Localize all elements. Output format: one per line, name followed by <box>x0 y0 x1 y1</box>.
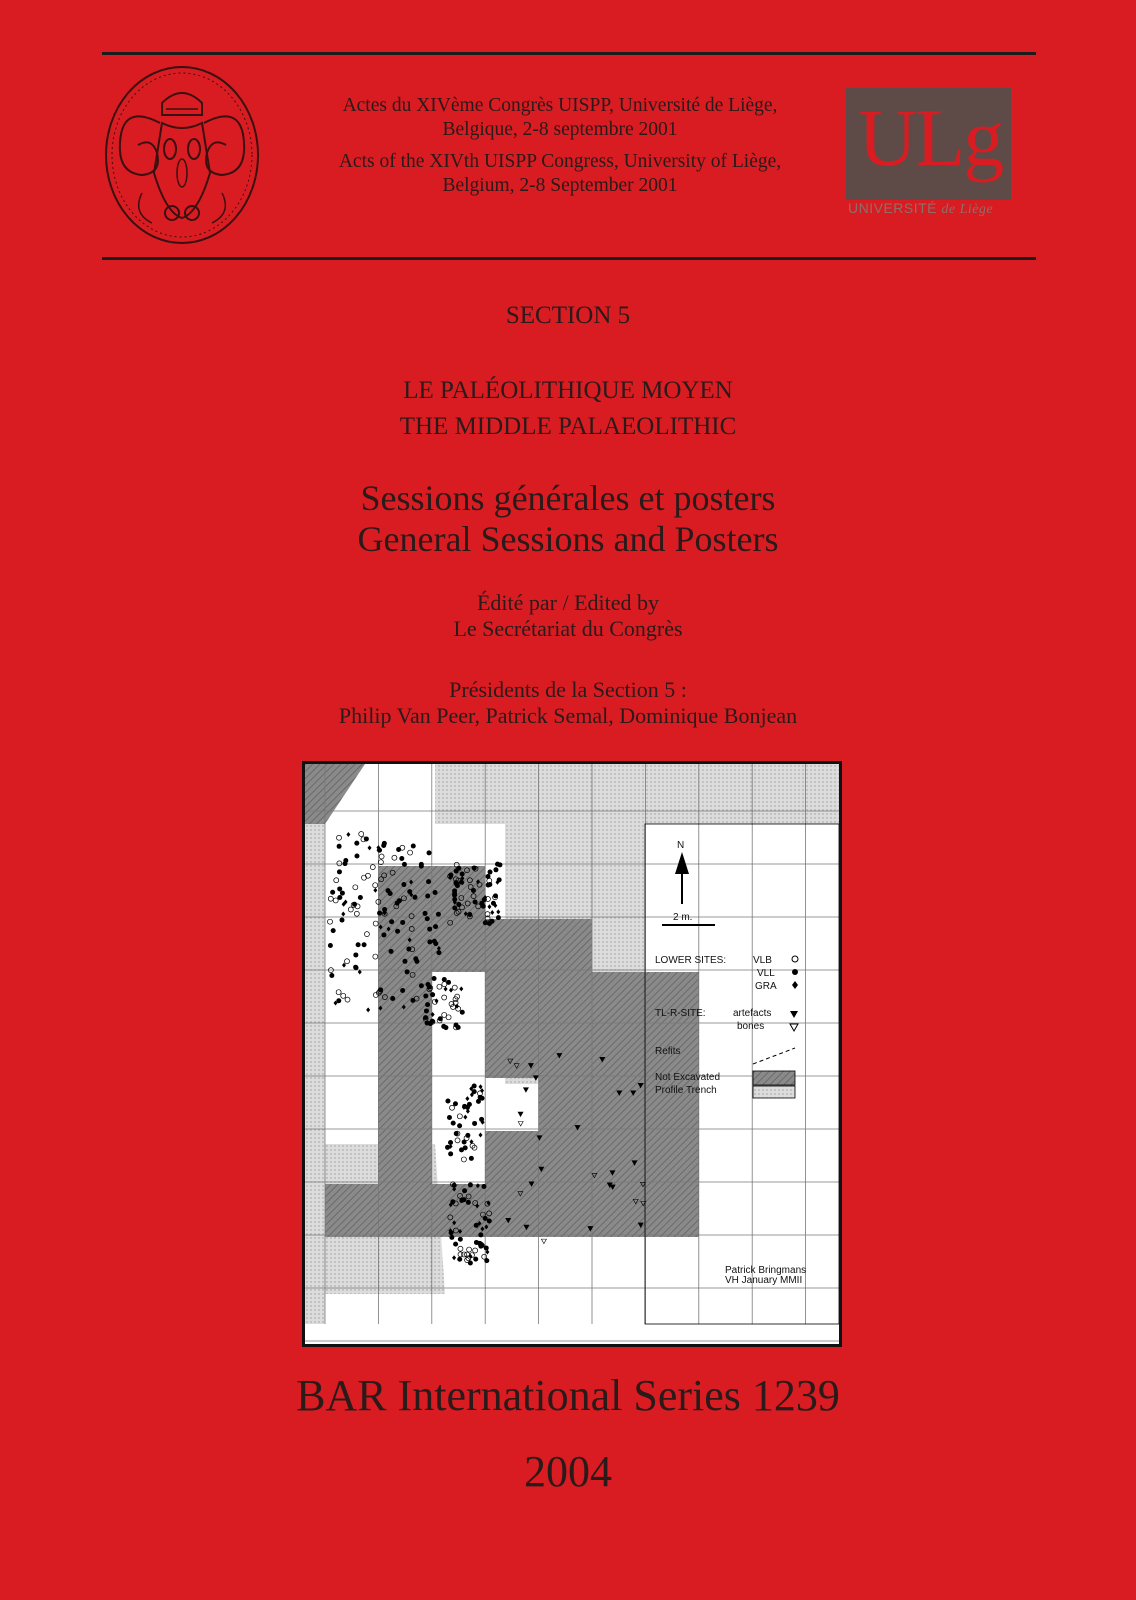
find-point-vll <box>445 1099 450 1104</box>
find-point-vll <box>497 877 502 882</box>
header-line-en-1: Acts of the XIVth UISPP Congress, University of Liège, <box>338 151 782 172</box>
period-fr: LE PALÉOLITHIQUE MOYEN <box>403 377 733 404</box>
not-excavated-cell <box>539 972 592 1025</box>
find-point-vll <box>397 898 402 903</box>
find-point-vll <box>358 895 363 900</box>
find-point-vll <box>330 890 335 895</box>
find-point-vll <box>459 1198 464 1203</box>
find-point-vll <box>425 1002 430 1007</box>
find-point-vll <box>432 939 437 944</box>
find-point-vll <box>424 1008 429 1013</box>
find-point-vll <box>389 919 394 924</box>
find-point-vll <box>401 882 406 887</box>
ulg-logo <box>836 86 1036 226</box>
not-excavated-cell <box>539 1184 592 1237</box>
not-excavated-cell <box>378 1025 431 1078</box>
find-point-vll <box>343 858 348 863</box>
legend-not-excavated: Not Excavated <box>655 1072 721 1083</box>
find-point-vll <box>449 1235 454 1240</box>
not-excavated-cell <box>592 1078 645 1131</box>
scale-label: 2 m. <box>673 912 693 923</box>
find-point-vll <box>462 1104 467 1109</box>
not-excavated-cell <box>485 1184 538 1237</box>
find-point-vll <box>459 1147 464 1152</box>
legend-vll-symbol <box>792 969 798 975</box>
find-point-vll <box>454 869 459 874</box>
find-point-vll <box>468 1182 473 1187</box>
edited-line-1: Édité par / Edited by <box>476 590 660 615</box>
find-point-vll <box>457 1123 462 1128</box>
find-point-vll <box>472 865 477 870</box>
find-point-vll <box>496 915 501 920</box>
find-point-vll <box>430 992 435 997</box>
credit-line-2: VH January MMII <box>725 1275 803 1286</box>
find-point-vll <box>472 1121 477 1126</box>
find-point-vll <box>468 1261 473 1266</box>
presidents-line-1: Présidents de la Section 5 : <box>449 677 687 702</box>
not-excavated-cell <box>645 1184 698 1237</box>
find-point-vll <box>495 862 500 867</box>
find-point-vll <box>411 844 416 849</box>
logo-subtitle <box>848 200 993 218</box>
find-point-vll <box>339 918 344 923</box>
not-excavated-cell <box>539 1025 592 1078</box>
find-point-vll <box>478 1244 483 1249</box>
find-point-vll <box>450 1199 455 1204</box>
find-point-vll <box>456 902 461 907</box>
not-excavated-cell <box>378 1131 431 1184</box>
find-point-vll <box>423 911 428 916</box>
not-excavated-cell <box>378 1184 431 1237</box>
find-point-vll <box>413 895 418 900</box>
edited-by <box>0 590 1136 642</box>
find-point-vll <box>381 843 386 848</box>
congress-header <box>290 94 830 206</box>
find-point-vll <box>479 901 484 906</box>
find-point-vll <box>467 1102 472 1107</box>
legend-bones: bones <box>737 1021 765 1032</box>
logo-sub-2: de Liège <box>941 202 994 217</box>
find-point-vll <box>377 911 382 916</box>
find-point-vll <box>362 942 367 947</box>
find-point-vll <box>337 895 342 900</box>
find-point-vll <box>423 993 428 998</box>
legend-artefacts: artefacts <box>733 1008 772 1019</box>
find-point-vll <box>436 950 441 955</box>
find-point-vll <box>490 919 495 924</box>
find-point-vll <box>472 1089 477 1094</box>
not-excavated-cell <box>592 1131 645 1184</box>
sessions-en: General Sessions and Posters <box>357 519 779 559</box>
find-point-vll <box>478 1232 483 1237</box>
find-point-vll <box>337 844 342 849</box>
find-point-vll <box>460 1010 465 1015</box>
find-point-vll <box>458 1237 463 1242</box>
find-point-vll <box>447 1115 452 1120</box>
find-point-vll <box>462 1188 467 1193</box>
not-excavated-cell <box>325 1184 378 1237</box>
legend-vll: VLL <box>757 968 775 979</box>
find-point-vll <box>423 1015 428 1020</box>
find-point-vll <box>406 947 411 952</box>
find-point-vll <box>419 864 424 869</box>
find-point-vll <box>486 883 491 888</box>
section-label: SECTION 5 <box>505 302 631 329</box>
find-point-vll <box>336 998 341 1003</box>
find-point-vll <box>331 928 336 933</box>
find-point-vll <box>462 1140 467 1145</box>
excavation-map <box>302 761 842 1347</box>
not-excavated-cell <box>592 1184 645 1237</box>
find-point-vll <box>356 942 361 947</box>
find-point-vll <box>451 1121 456 1126</box>
not-excavated-cell <box>539 919 592 972</box>
find-point-vll <box>457 1257 462 1262</box>
find-point-vll <box>433 924 438 929</box>
find-point-vll <box>460 871 465 876</box>
find-point-vll <box>396 847 401 852</box>
find-point-vll <box>432 976 437 981</box>
find-point-vll <box>381 932 386 937</box>
find-point-vll <box>390 996 395 1001</box>
not-excavated-cell <box>539 1131 592 1184</box>
find-point-vll <box>395 929 400 934</box>
find-point-vll <box>413 956 418 961</box>
find-point-vll <box>386 888 391 893</box>
legend-not-excavated-swatch <box>753 1071 795 1085</box>
find-point-vll <box>452 905 457 910</box>
not-excavated-cell <box>378 1078 431 1131</box>
find-point-vll <box>426 982 431 987</box>
find-point-vll <box>491 901 496 906</box>
find-point-vll <box>427 939 432 944</box>
presidents <box>0 677 1136 729</box>
find-point-vll <box>337 869 342 874</box>
find-point-vll <box>337 886 342 891</box>
find-point-vll <box>427 927 432 932</box>
find-point-vll <box>354 853 359 858</box>
find-point-vll <box>445 1145 450 1150</box>
series-title: BAR International Series 1239 <box>296 1371 840 1420</box>
not-excavated-cell <box>378 919 431 972</box>
find-point-vll <box>378 987 383 992</box>
find-point-vll <box>481 1184 486 1189</box>
header-line-fr-2: Belgique, 2-8 septembre 2001 <box>442 119 678 140</box>
find-point-vll <box>454 1022 459 1027</box>
find-point-vll <box>453 1101 458 1106</box>
logo-sub-1: UNIVERSITÉ <box>848 200 938 216</box>
find-point-vll <box>399 856 404 861</box>
find-point-vll <box>405 969 410 974</box>
find-point-vll <box>441 1024 446 1029</box>
credit-line-1: Patrick Bringmans <box>725 1265 807 1276</box>
legend-refits: Refits <box>655 1046 681 1057</box>
not-excavated-cell <box>592 1025 645 1078</box>
north-label: N <box>677 840 685 851</box>
period-title <box>0 373 1136 445</box>
find-point-vll <box>453 1242 458 1247</box>
top-rule <box>102 52 1036 55</box>
profile-trench-area <box>305 764 325 1324</box>
not-excavated-cell <box>485 1025 538 1078</box>
legend-tlr-site: TL-R-SITE: <box>655 1008 706 1019</box>
not-excavated-cell <box>485 972 538 1025</box>
find-point-vll <box>425 894 430 899</box>
not-excavated-cell <box>485 919 538 972</box>
find-point-vll <box>493 867 498 872</box>
header-line-en-2: Belgium, 2-8 September 2001 <box>442 175 678 196</box>
find-point-vll <box>419 983 424 988</box>
find-point-vll <box>425 916 430 921</box>
sessions-fr: Sessions générales et posters <box>360 478 776 518</box>
edited-line-2: Le Secrétariat du Congrès <box>453 616 683 641</box>
find-point-vll <box>407 889 412 894</box>
not-excavated-cell <box>539 1078 592 1131</box>
find-point-vll <box>473 1257 478 1262</box>
find-point-vll <box>426 879 431 884</box>
legend-lower-sites: LOWER SITES: <box>655 955 727 966</box>
find-point-vll <box>340 891 345 896</box>
presidents-line-2: Philip Van Peer, Patrick Semal, Dominique Bonjean <box>338 703 798 728</box>
legend-gra: GRA <box>755 981 777 992</box>
find-point-vll <box>484 1246 489 1251</box>
period-en: THE MIDDLE PALAEOLITHIC <box>399 413 737 440</box>
find-point-vll <box>364 836 369 841</box>
find-point-vll <box>454 1131 459 1136</box>
find-point-vll <box>487 870 492 875</box>
find-point-vll <box>400 920 405 925</box>
find-point-vll <box>442 977 447 982</box>
not-excavated-cell <box>432 919 485 972</box>
find-point-vll <box>452 891 457 896</box>
find-point-vll <box>469 1156 474 1161</box>
find-point-vll <box>410 998 415 1003</box>
not-excavated-cell <box>645 1131 698 1184</box>
find-point-vll <box>471 888 476 893</box>
not-excavated-cell <box>432 1184 485 1237</box>
find-point-vll <box>487 1218 492 1223</box>
find-point-vll <box>354 841 359 846</box>
find-point-vll <box>427 850 432 855</box>
find-point-vll <box>328 943 333 948</box>
legend-profile-trench-swatch <box>753 1086 795 1098</box>
find-point-vll <box>453 880 458 885</box>
bottom-rule <box>102 257 1036 260</box>
logo-letters: ULg <box>858 92 1003 183</box>
ram-seal-logo <box>102 63 262 248</box>
find-point-vll <box>402 959 407 964</box>
find-point-vll <box>473 899 478 904</box>
header-line-fr-1: Actes du XIVème Congrès UISPP, Université de Liège, <box>342 95 778 116</box>
publication-year: 2004 <box>524 1447 612 1496</box>
find-point-vll <box>353 965 358 970</box>
legend-vlb: VLB <box>753 955 772 966</box>
legend-profile-trench: Profile Trench <box>655 1085 717 1096</box>
find-point-vll <box>329 973 334 978</box>
not-excavated-cell <box>592 972 645 1025</box>
find-point-vll <box>389 949 394 954</box>
find-point-vll <box>352 902 357 907</box>
find-point-vll <box>448 1151 453 1156</box>
find-point-vll <box>474 1240 479 1245</box>
find-point-vll <box>466 1200 471 1205</box>
sessions-title <box>0 478 1136 560</box>
find-point-vll <box>436 912 441 917</box>
find-point-vll <box>483 920 488 925</box>
find-point-vll <box>433 890 438 895</box>
find-point-vll <box>400 988 405 993</box>
excavation-map-svg <box>305 764 839 1344</box>
find-point-vll <box>353 952 358 957</box>
find-point-vll <box>402 862 407 867</box>
find-point-vll <box>480 1096 485 1101</box>
not-excavated-cell <box>485 1131 538 1184</box>
